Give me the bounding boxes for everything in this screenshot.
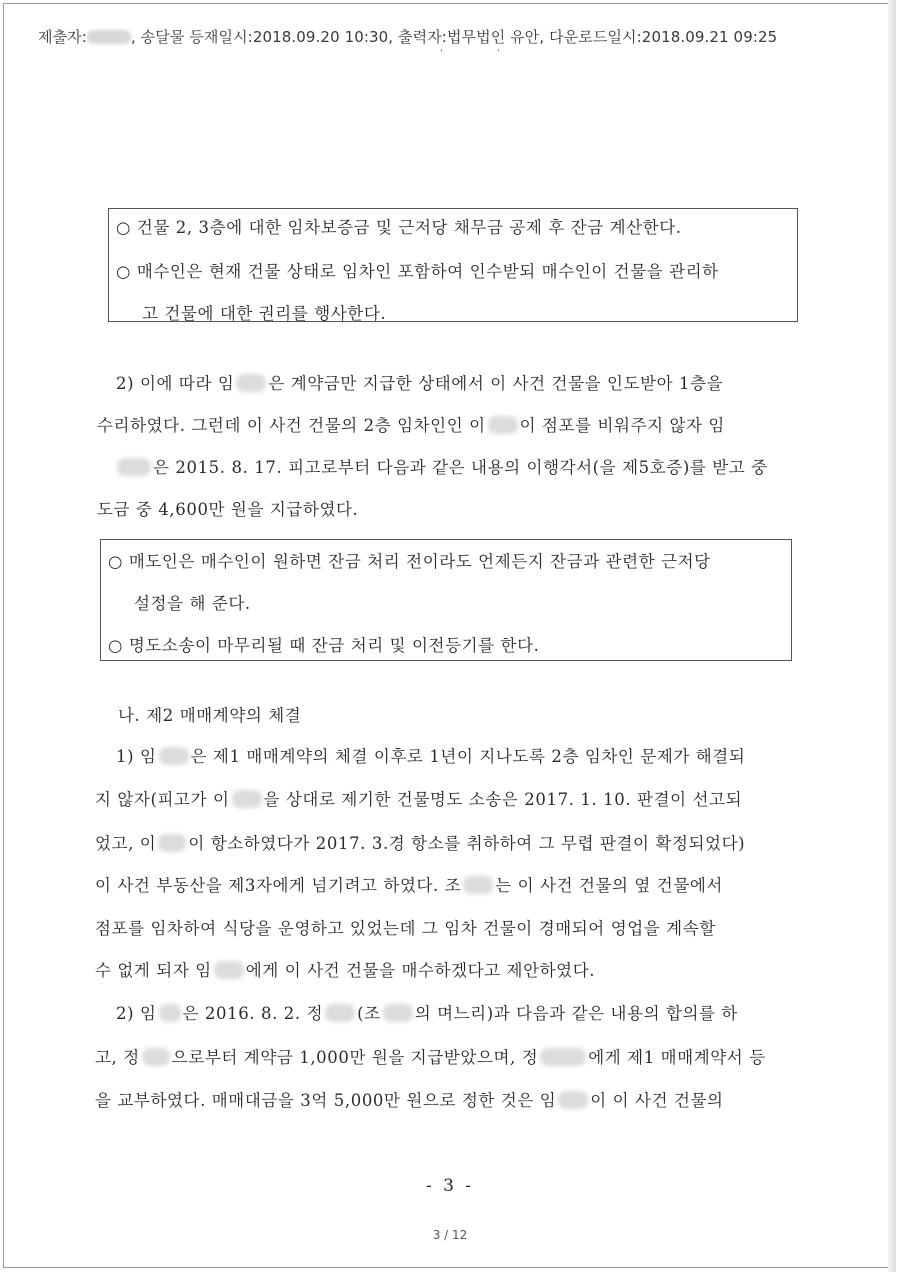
redaction-mark	[383, 1004, 413, 1022]
redaction-mark	[463, 876, 493, 894]
para3-line-6: 수 없게 되자 임 에게 이 사건 건물을 매수하겠다고 제안하였다.	[95, 961, 596, 980]
box1-line-1: ○ 건물 2, 3층에 대한 임차보증금 및 근저당 채무금 공제 후 잔금 계산한다.	[116, 218, 682, 237]
redaction-mark	[488, 416, 518, 434]
para2-line-4: 도금 중 4,600만 원을 지급하였다.	[97, 500, 359, 519]
scan-mark: '	[497, 48, 500, 59]
para2-line-3: 은 2015. 8. 17. 피고로부터 다음과 같은 내용의 이행각서(을 제5호증)를 받고 중	[97, 454, 768, 478]
redaction-mark	[117, 458, 151, 476]
redaction-mark	[214, 961, 244, 979]
box1-line-3: 고 건물에 대한 권리를 행사한다.	[142, 304, 387, 323]
para2-line-1: 2) 이에 따라 임 은 계약금만 지급한 상태에서 이 사건 건물을 인도받아 1층을	[116, 374, 724, 393]
page-count: 3 / 12	[432, 1228, 468, 1242]
redaction-mark	[159, 747, 189, 765]
header-submitter-label: 제출자:	[38, 28, 87, 46]
redaction-mark	[158, 834, 186, 852]
redaction-mark	[325, 1004, 355, 1022]
box1-line-2: ○ 매수인은 현재 건물 상태로 임차인 포함하여 인수받되 매수인이 건물을 관리하	[116, 262, 719, 281]
para4-line-1: 2) 임 은 2016. 8. 2. 정 (조 의 며느리)과 다음과 같은 내용의 합의를 하	[116, 1004, 738, 1023]
redaction-mark	[558, 1091, 588, 1109]
para3-line-1: 1) 임 은 제1 매매계약의 체결 이후로 1년이 지나도록 2층 임차인 문제가 해결되	[116, 747, 746, 766]
page-number: - 3 -	[425, 1176, 475, 1196]
redaction-mark	[236, 374, 266, 392]
redaction-mark	[142, 1048, 170, 1066]
para3-line-2: 지 않자(피고가 이 을 상대로 제기한 건물명도 소송은 2017. 1. 10. 판결이 선고되	[95, 790, 743, 809]
section-title: 나. 제2 매매계약의 체결	[118, 706, 302, 725]
document-header	[38, 26, 777, 47]
para3-line-4: 이 사건 부동산을 제3자에게 넘기려고 하였다. 조 는 이 사건 건물의 옆 건물에서	[95, 876, 723, 895]
box2-line-2: 설정을 해 준다.	[134, 594, 251, 613]
para4-line-2: 고, 정 으로부터 계약금 1,000만 원을 지급받았으며, 정 에게 제1 매매계약서 등	[95, 1048, 766, 1067]
redaction-mark	[232, 790, 262, 808]
box2-line-3: ○ 명도소송이 마무리될 때 잔금 처리 및 이전등기를 한다.	[108, 636, 540, 655]
para4-line-3: 을 교부하였다. 매매대금을 3억 5,000만 원으로 정한 것은 임 이 이 사건 건물의	[95, 1091, 724, 1110]
redaction-mark	[540, 1048, 586, 1066]
para3-line-5: 점포를 임차하여 식당을 운영하고 있었는데 그 임차 건물이 경매되어 영업을 계속할	[95, 919, 716, 938]
scan-mark: '	[440, 48, 443, 59]
redaction-mark	[87, 30, 131, 44]
header-info: , 송달물 등재일시:2018.09.20 10:30, 출력자:법무법인 유안, 다운로드일시:2018.09.21 09:25	[130, 28, 778, 46]
box2-line-1: ○ 매도인은 매수인이 원하면 잔금 처리 전이라도 언제든지 잔금과 관련한 근저당	[108, 552, 711, 571]
para3-line-3: 었고, 이 이 항소하였다가 2017. 3.경 항소를 취하하여 그 무렵 판결이 확정되었다)	[95, 834, 746, 853]
para2-line-2: 수리하였다. 그런데 이 사건 건물의 2층 임차인인 이 이 점포를 비워주지 않자 임	[97, 416, 725, 435]
redaction-mark	[159, 1004, 181, 1022]
page-edge	[888, 0, 896, 1272]
